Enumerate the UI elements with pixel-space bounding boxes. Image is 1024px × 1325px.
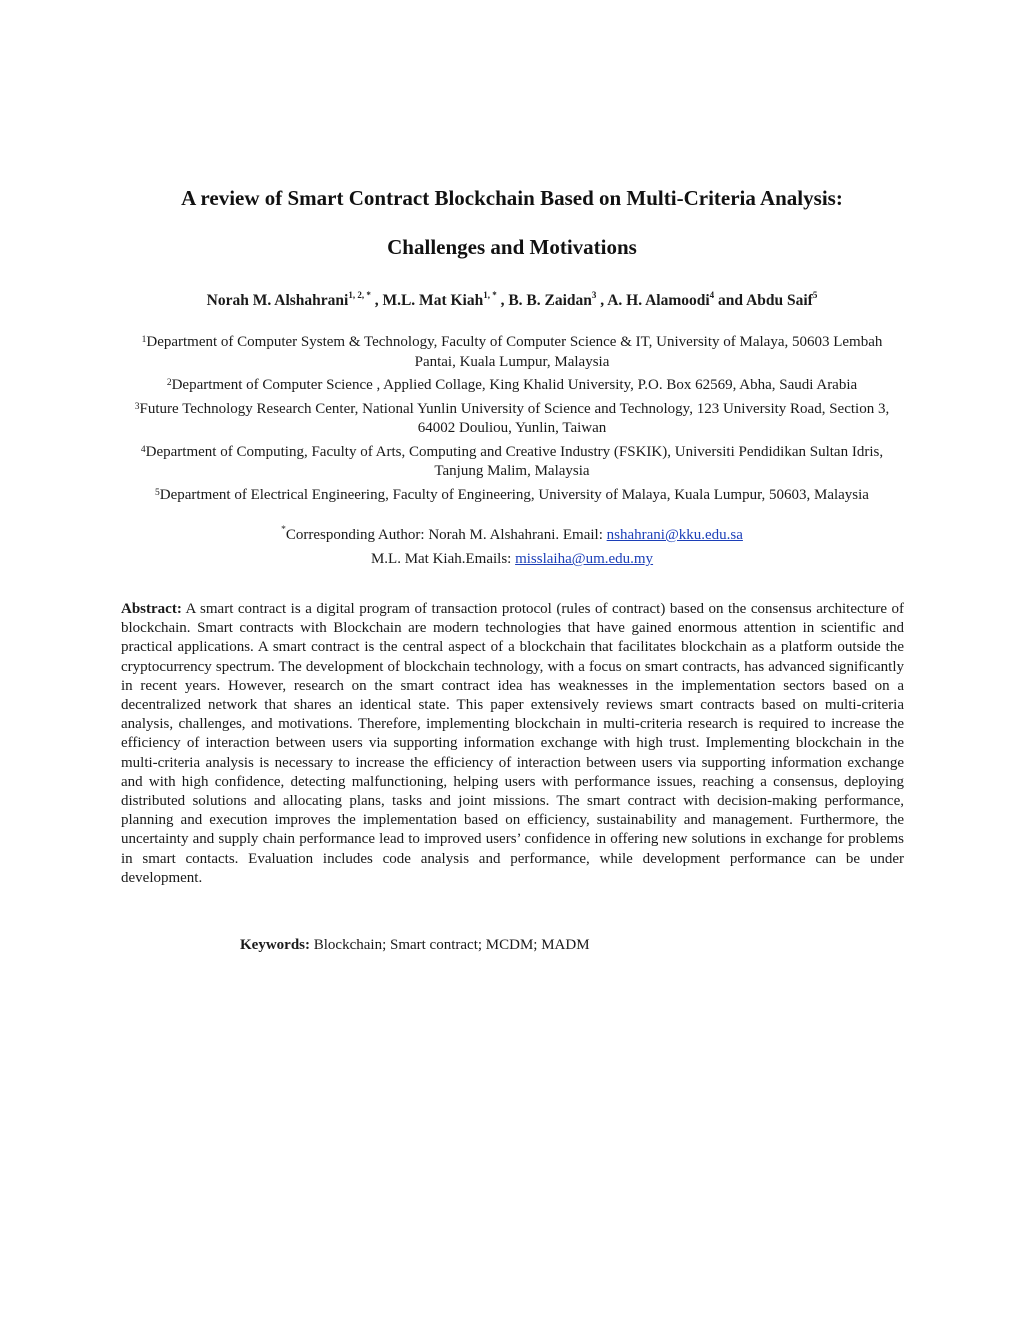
affiliation-text: Department of Computer Science , Applied Collage, King Khalid University, P.O. Box 62569, Abha, Saudi Arabia: [171, 377, 858, 393]
abstract-text: A smart contract is a digital program of transaction protocol (rules of contract) based on the consensus architecture of blockchain. Smart contracts with Blockchain are modern technologies that have gained enormous attention in scientific and practical applications. A smart contract is the central aspect of a blockchain that facilitates blockchain as a platform outside the cryptocurrency spectrum. The development of blockchain technology, with a focus on smart contracts, has advanced significantly in recent years. However, research on the smart contract idea has weaknesses in the implementation sectors based on a decentralized network that shares an identical state. This paper extensively reviews smart contracts based on multi-criteria analysis, challenges, and motivations. Therefore, implementing blockchain in multi-criteria research is required to increase the efficiency of interaction between users via supporting information exchange with high trust. Implementing blockchain in the multi-criteria analysis is necessary to increase the efficiency of interaction between users via supporting information exchange and with high confidence, detecting malfunctioning, helping users with performance issues, reaching a consensus, deploying distributed solutions and allocating plans, tasks and joint missions. The smart contract with decision-making performance, planning and execution improves the implementation based on efficiency, sustainability and management. Furthermore, the uncertainty and supply chain performance lead to improved users’ confidence in offering new solutions in exchange for problems in smart contacts. Evaluation includes code analysis and performance, while development performance can be under development.: [121, 601, 904, 886]
abstract: [121, 600, 904, 888]
author-affiliation-marker: 5: [812, 290, 818, 300]
keywords-text: Blockchain; Smart contract; MCDM; MADM: [313, 937, 590, 953]
corresponding-label: Corresponding Author: Norah M. Alshahrani. Email:: [285, 527, 607, 543]
author-affiliation-marker: 3: [591, 290, 597, 300]
keywords: [240, 937, 590, 954]
affiliation-3: [120, 400, 904, 439]
paper-title-line-1: A review of Smart Contract Blockchain Based on Multi-Criteria Analysis:: [181, 186, 843, 210]
affiliation-number: 5: [155, 487, 160, 498]
author-affiliation-marker: 1, *: [483, 290, 497, 300]
author-name: M.L. Mat Kiah: [382, 292, 484, 309]
author-affiliation-marker: 4: [709, 290, 715, 300]
second-contact-label: M.L. Mat Kiah.Emails:: [370, 551, 516, 567]
author-separator: ,: [370, 292, 383, 309]
author-affiliation-marker: 1, 2, *: [348, 290, 371, 300]
corresponding-marker: *: [281, 525, 286, 535]
affiliation-text: Future Technology Research Center, National Yunlin University of Science and Technology, 123 University Road, Section 3, 64002 Douliou, Yunlin, Taiwan: [139, 400, 890, 436]
author-separator: and: [714, 292, 747, 309]
corresponding-email-link[interactable]: nshahrani@kku.edu.sa: [606, 527, 743, 543]
affiliation-number: 3: [134, 401, 140, 412]
affiliation-number: 2: [166, 378, 172, 388]
author-name: Abdu Saif: [746, 292, 813, 309]
author-name: A. H. Alamoodi: [607, 292, 710, 309]
author-name: B. B. Zaidan: [508, 292, 592, 309]
keywords-label: Keywords:: [240, 937, 310, 953]
affiliation-1: [120, 333, 904, 372]
author-list: [0, 292, 1024, 310]
affiliation-4: [120, 443, 904, 482]
author-name: Norah M. Alshahrani: [206, 292, 349, 309]
second-email-link[interactable]: misslaiha@um.edu.my: [515, 551, 654, 567]
affiliation-number: 4: [140, 444, 146, 455]
author-separator: ,: [596, 292, 608, 309]
affiliation-list: [120, 333, 904, 509]
affiliation-text: Department of Computing, Faculty of Arts, Computing and Creative Industry (FSKIK), Universiti Pendidikan Sultan Idris, Tanjung Malim, Malaysia: [145, 443, 884, 479]
affiliation-text: Department of Electrical Engineering, Faculty of Engineering, University of Malaya, Kuala Lumpur, 50603, Malaysia: [159, 486, 869, 503]
second-contact: [0, 551, 1024, 568]
author-separator: ,: [496, 292, 509, 309]
affiliation-2: [120, 376, 904, 396]
affiliation-5: [120, 486, 904, 506]
affiliation-number: 1: [141, 335, 147, 345]
affiliation-text: Department of Computer System & Technology, Faculty of Computer Science & IT, University of Malaya, 50603 Lembah Pantai, Kuala Lumpur, Malaysia: [146, 334, 883, 370]
abstract-label: Abstract:: [121, 601, 182, 617]
paper-title-line-2: Challenges and Motivations: [387, 235, 637, 259]
corresponding-author: [0, 527, 1024, 544]
